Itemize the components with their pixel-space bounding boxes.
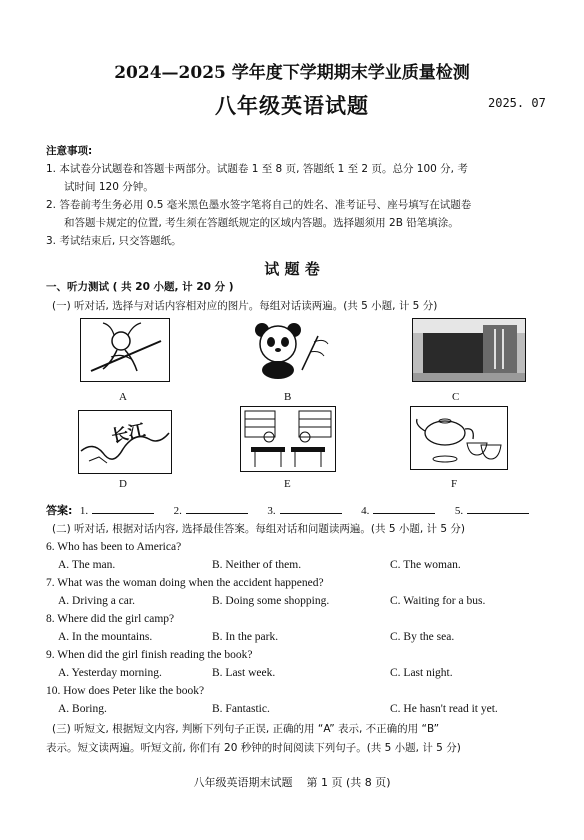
part1-sub2: (二) 听对话, 根据对话内容, 选择最佳答案。每组对话和问题读两遍。(共 5 小题, 计 5 分) [52,523,465,535]
picture-d-label: D [119,478,127,490]
q10-option-a: A. Boring. [58,703,107,715]
picture-a-label: A [119,391,127,403]
exam-title-line1: 2024—2025 学年度下学期期末学业质量检测 [114,63,470,83]
notice-item-3: 3. 考试结束后, 只交答题纸。 [46,235,182,247]
picture-e-label: E [284,478,291,490]
q8-option-b: B. In the park. [212,631,279,643]
q6-option-c: C. The woman. [390,559,461,571]
picture-f [410,406,508,470]
q6-option-b: B. Neither of them. [212,559,302,571]
notice-item-2-cont: 和答题卡规定的位置, 考生须在答题纸规定的区域内答题。选择题须用 2B 铅笔填涂。 [64,217,459,229]
part1-sub3-line1: (三) 听短文, 根据短文内容, 判断下列句子正误, 正确的用 “A” 表示, 不正确的用 “B” [52,723,440,735]
map-river-label: 长江 [109,420,148,448]
q10-option-c: C. He hasn't read it yet. [390,703,498,715]
monkey-king-icon [81,319,169,381]
part1-heading: 一、听力测试 ( 共 20 小题, 计 20 分 ) [46,281,234,293]
answer-num-1: 1. [79,505,89,517]
answer-blank-1[interactable] [92,503,154,514]
part1-sub1: (一) 听对话, 选择与对话内容相对应的图片。每组对话读两遍。(共 5 小题, 计 5 分) [52,300,438,312]
answer-blank-5[interactable] [467,503,529,514]
picture-d [78,410,172,474]
exam-date: 2025. 07 [488,96,546,110]
part1-sub3-line2: 表示。短文读两遍。听短文前, 你们有 20 秒钟的时间阅读下列句子。(共 5 小题, 计 5 分) [46,742,461,754]
answer-row [46,502,529,518]
question-6: 6. Who has been to America? [46,541,182,553]
q7-option-a: A. Driving a car. [58,595,135,607]
answer-num-5: 5. [454,505,464,517]
notice-heading: 注意事项: [46,145,93,157]
picture-f-label: F [451,478,458,490]
section-title: 试 题 卷 [264,260,320,278]
q8-option-c: C. By the sea. [390,631,455,643]
picture-c-label: C [452,391,460,403]
picture-c [412,318,526,382]
question-9: 9. When did the girl finish reading the book? [46,649,253,661]
answer-blank-4[interactable] [373,503,435,514]
notice-item-1: 1. 本试卷分试题卷和答题卡两部分。试题卷 1 至 8 页, 答题纸 1 至 2 页。总分 100 分, 考 [46,163,468,175]
question-10: 10. How does Peter like the book? [46,685,205,697]
q7-option-b: B. Doing some shopping. [212,595,330,607]
q7-option-c: C. Waiting for a bus. [390,595,486,607]
q8-option-a: A. In the mountains. [58,631,153,643]
q9-option-c: C. Last night. [390,667,453,679]
building-icon [413,319,525,381]
students-studying-icon [241,407,335,471]
answer-num-2: 2. [173,505,182,517]
answer-label: 答案: [46,504,73,517]
answer-blank-3[interactable] [280,503,342,514]
panda-icon [244,318,332,380]
notice-item-2: 2. 答卷前考生务必用 0.5 毫米黑色墨水签字笔将自己的姓名、准考证号、座号填写在试题卷 [46,199,472,211]
notice-item-1-cont: 试时间 120 分钟。 [64,181,154,193]
question-8: 8. Where did the girl camp? [46,613,175,625]
exam-title-line2: 八年级英语试题 [215,94,369,118]
answer-num-4: 4. [361,505,370,517]
page-footer: 八年级英语期末试题 第 1 页 (共 8 页) [193,776,391,789]
answer-blank-2[interactable] [186,503,248,514]
picture-b [244,318,332,380]
teapot-cups-icon [411,407,507,469]
q10-option-b: B. Fantastic. [212,703,270,715]
question-7: 7. What was the woman doing when the accident happened? [46,577,324,589]
picture-e [240,406,336,472]
q9-option-a: A. Yesterday morning. [58,667,162,679]
answer-num-3: 3. [267,505,276,517]
picture-a [80,318,170,382]
picture-b-label: B [284,391,292,403]
q9-option-b: B. Last week. [212,667,276,679]
q6-option-a: A. The man. [58,559,116,571]
